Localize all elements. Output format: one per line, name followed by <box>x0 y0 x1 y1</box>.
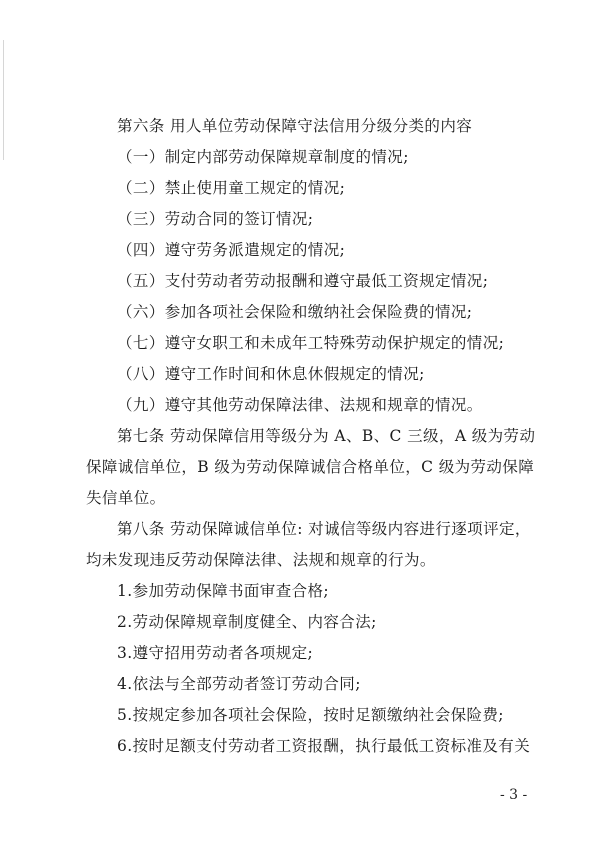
article-8-line-2: 均未发现违反劳动保障法律、法规和规章的行为。 <box>86 551 436 569</box>
article-6-item-7: （七）遵守女职工和未成年工特殊劳动保护规定的情况; <box>117 334 505 352</box>
article-6-item-9: （九）遵守其他劳动保障法律、法规和规章的情况。 <box>117 396 483 414</box>
article-6-item-3: （三）劳动合同的签订情况; <box>117 210 314 228</box>
article-6-item-5: （五）支付劳动者劳动报酬和遵守最低工资规定情况; <box>117 272 489 290</box>
page-number: - 3 - <box>500 787 528 803</box>
article-8-item-5: 5.按规定参加各项社会保险，按时足额缴纳社会保险费; <box>117 706 504 724</box>
scan-edge-mark <box>3 40 4 160</box>
article-6-item-8: （八）遵守工作时间和休息休假规定的情况; <box>117 365 425 383</box>
article-8-item-1: 1.参加劳动保障书面审查合格; <box>117 582 330 600</box>
article-6-item-1: （一）制定内部劳动保障规章制度的情况; <box>117 148 409 166</box>
article-6-item-4: （四）遵守劳务派遣规定的情况; <box>117 241 346 259</box>
article-8-line-1: 第八条 劳动保障诚信单位: 对诚信等级内容进行逐项评定， <box>117 520 531 538</box>
article-6-item-2: （二）禁止使用童工规定的情况; <box>117 179 346 197</box>
article-7-line-1: 第七条 劳动保障信用等级分为 A、B、C 三级，A 级为劳动 <box>117 427 536 445</box>
article-7-line-2: 保障诚信单位，B 级为劳动保障诚信合格单位，C 级为劳动保障 <box>86 458 535 476</box>
article-8-item-2: 2.劳动保障规章制度健全、内容合法; <box>117 613 377 631</box>
article-6-heading: 第六条 用人单位劳动保障守法信用分级分类的内容 <box>117 117 473 135</box>
article-8-item-3: 3.遵守招用劳动者各项规定; <box>117 644 314 662</box>
article-8-item-6: 6.按时足额支付劳动者工资报酬，执行最低工资标准及有关 <box>117 737 531 755</box>
article-6-item-6: （六）参加各项社会保险和缴纳社会保险费的情况; <box>117 303 473 321</box>
article-7-line-3: 失信单位。 <box>86 489 166 507</box>
article-8-item-4: 4.依法与全部劳动者签订劳动合同; <box>117 675 361 693</box>
